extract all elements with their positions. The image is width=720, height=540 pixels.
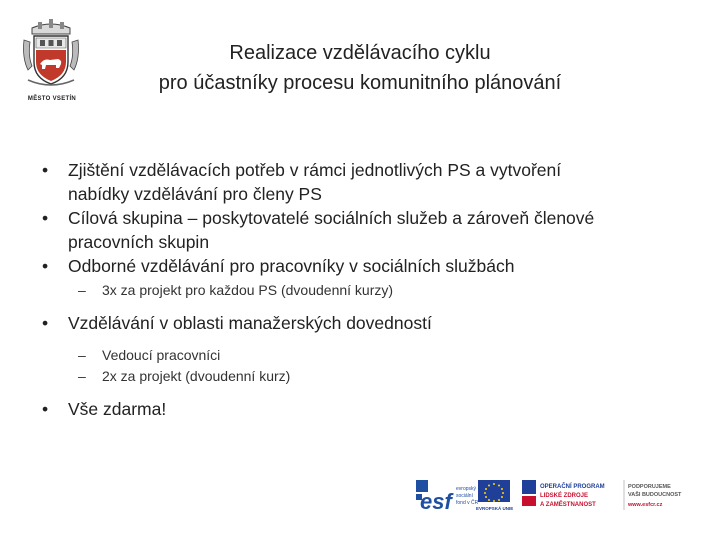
sub-bullet-text: 2x za projekt (dvoudenní kurz) [102,368,291,384]
dash-icon: – [78,282,86,298]
slide-title [95,38,625,98]
op-lzz-logo [522,480,605,508]
bullet-icon: • [42,256,49,276]
title-line-2: pro účastníky procesu komunitního plánování [158,72,562,94]
op-line-1: OPERAČNÍ PROGRAM [540,484,605,490]
dash-icon: – [78,368,86,384]
sub-bullet-item [40,366,680,387]
bullet-list [40,158,680,421]
op-line-3: A ZAMĚSTNANOST [540,502,596,508]
bullet-icon: • [42,160,49,180]
bullet-item [40,158,680,206]
bullet-icon: • [42,399,49,419]
support-line-2: VAŠI BUDOUCNOST [628,492,682,498]
esf-caption-1: evropský [456,486,477,492]
eu-caption: EVROPSKÁ UNIE [476,506,514,511]
eu-flag-logo [476,480,513,511]
bullet-text: Zjištění vzdělávacích potřeb v rámci jednotlivých PS a vytvoření [68,160,562,180]
bullet-text: Vzdělávání v oblasti manažerských dovedností [68,313,432,333]
bullet-item [40,254,680,278]
bullet-text: Cílová skupina – poskytovatelé sociálních služeb a zároveň členové [68,208,595,228]
bullet-text: Vše zdarma! [68,399,167,419]
bullet-item [40,311,680,335]
funding-logos [416,476,686,516]
support-logo [627,484,682,508]
esf-caption-3: fond v ČR [456,500,479,506]
bullet-item [40,397,680,421]
support-url: www.esfcr.cz [628,502,663,508]
crest-caption: MĚSTO VSETÍN [27,96,77,102]
bullet-text: Odborné vzdělávání pro pracovníky v sociálních službách [68,256,515,276]
bullet-item [40,206,680,254]
sub-bullet-text: 3x za projekt pro každou PS (dvoudenní kurzy) [102,282,394,298]
op-line-2: LIDSKÉ ZDROJE [540,493,589,499]
esf-letters: esf [420,489,452,514]
sub-bullet-item [40,345,680,366]
town-crest-logo [20,18,82,90]
esf-caption-2: sociální [456,493,473,499]
bullet-icon: • [42,208,49,228]
esf-logo [416,480,479,514]
bullet-icon: • [42,313,49,333]
title-line-1: Realizace vzdělávacího cyklu [229,42,491,64]
dash-icon: – [78,347,86,363]
bullet-text: nabídky vzdělávání pro členy PS [68,184,322,204]
sub-bullet-item [40,280,680,301]
bullet-text: pracovních skupin [68,232,210,252]
support-line-1: PODPORUJEME [628,484,671,490]
sub-bullet-text: Vedoucí pracovníci [102,347,221,363]
